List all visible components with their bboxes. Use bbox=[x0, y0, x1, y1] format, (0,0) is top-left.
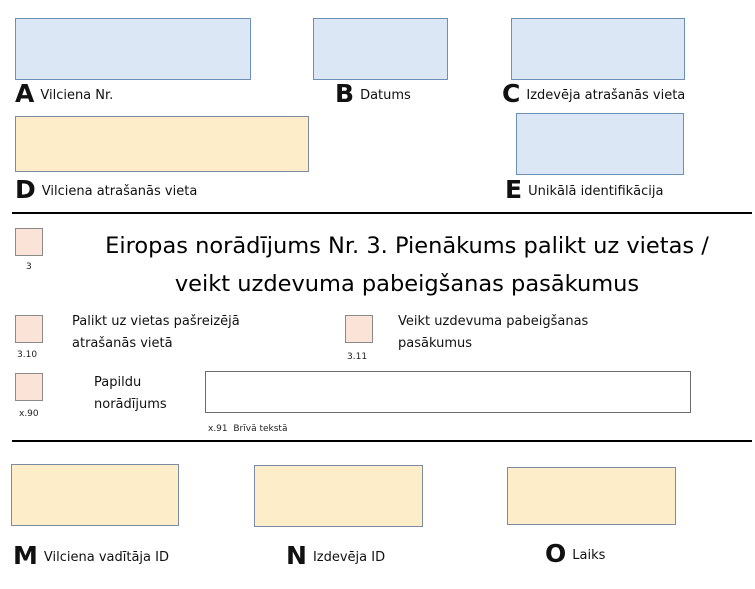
complete-task-line2: pasākumus bbox=[398, 336, 473, 351]
train-location-field[interactable] bbox=[15, 116, 309, 172]
stay-in-place-line1: Palikt uz vietas pašreizējā bbox=[72, 314, 240, 329]
complete-task-code: 3.11 bbox=[347, 352, 368, 362]
issuer-location-label: Izdevēja atrašanās vieta bbox=[526, 88, 686, 103]
field-label-d bbox=[15, 175, 198, 204]
train-location-label: Vilciena atrašanās vieta bbox=[41, 184, 198, 199]
field-letter-a: A bbox=[15, 79, 35, 108]
field-letter-m: M bbox=[13, 541, 38, 570]
train-number-field[interactable] bbox=[15, 18, 251, 80]
section-divider-top bbox=[12, 212, 752, 214]
additional-instruction-line2: norādījums bbox=[94, 397, 167, 412]
issuer-location-field[interactable] bbox=[511, 18, 685, 80]
additional-instruction-line1: Papildu bbox=[94, 375, 142, 390]
field-label-c bbox=[502, 79, 686, 108]
driver-id-field[interactable] bbox=[11, 464, 179, 526]
instruction-3-checkbox[interactable] bbox=[15, 228, 43, 256]
issuer-id-field[interactable] bbox=[254, 465, 423, 527]
field-letter-d: D bbox=[15, 175, 36, 204]
unique-id-label: Unikālā identifikācija bbox=[528, 184, 664, 199]
unique-id-field[interactable] bbox=[516, 113, 684, 175]
complete-task-line1: Veikt uzdevuma pabeigšanas bbox=[398, 314, 589, 329]
date-label: Datums bbox=[360, 88, 411, 103]
field-letter-e: E bbox=[505, 175, 523, 204]
field-letter-n: N bbox=[286, 541, 307, 570]
field-label-b bbox=[335, 79, 411, 108]
issuer-id-label: Izdevēja ID bbox=[312, 550, 386, 565]
stay-in-place-label bbox=[72, 311, 240, 355]
instruction-code: 3 bbox=[26, 262, 32, 272]
section-divider-bottom bbox=[12, 440, 752, 442]
stay-in-place-checkbox[interactable] bbox=[15, 315, 43, 343]
time-label: Laiks bbox=[572, 548, 606, 563]
free-text-code-label bbox=[208, 424, 287, 434]
additional-instruction-code: x.90 bbox=[19, 409, 39, 419]
field-label-o bbox=[545, 539, 606, 568]
complete-task-checkbox[interactable] bbox=[345, 315, 373, 343]
complete-task-label bbox=[398, 311, 588, 355]
date-field[interactable] bbox=[313, 18, 448, 80]
field-letter-b: B bbox=[335, 79, 355, 108]
instruction-title-line1: Eiropas norādījums Nr. 3. Pienākums palikt uz vietas / bbox=[105, 233, 709, 259]
time-field[interactable] bbox=[507, 467, 676, 525]
field-letter-c: C bbox=[502, 79, 521, 108]
stay-in-place-line2: atrašanās vietā bbox=[72, 336, 173, 351]
additional-instruction-checkbox[interactable] bbox=[15, 373, 43, 401]
stay-in-place-code: 3.10 bbox=[17, 350, 38, 360]
field-label-n bbox=[286, 541, 386, 570]
free-text-label: Brīvā tekstā bbox=[233, 424, 288, 434]
free-text-code: x.91 bbox=[208, 424, 228, 434]
field-letter-o: O bbox=[545, 539, 567, 568]
free-text-input[interactable] bbox=[205, 371, 691, 413]
instruction-title-line2: veikt uzdevuma pabeigšanas pasākumus bbox=[174, 271, 640, 297]
field-label-m bbox=[13, 541, 169, 570]
train-number-label: Vilciena Nr. bbox=[40, 88, 114, 103]
driver-id-label: Vilciena vadītāja ID bbox=[43, 550, 169, 565]
field-label-a bbox=[15, 79, 114, 108]
field-label-e bbox=[505, 175, 664, 204]
additional-instruction-label bbox=[94, 372, 167, 416]
